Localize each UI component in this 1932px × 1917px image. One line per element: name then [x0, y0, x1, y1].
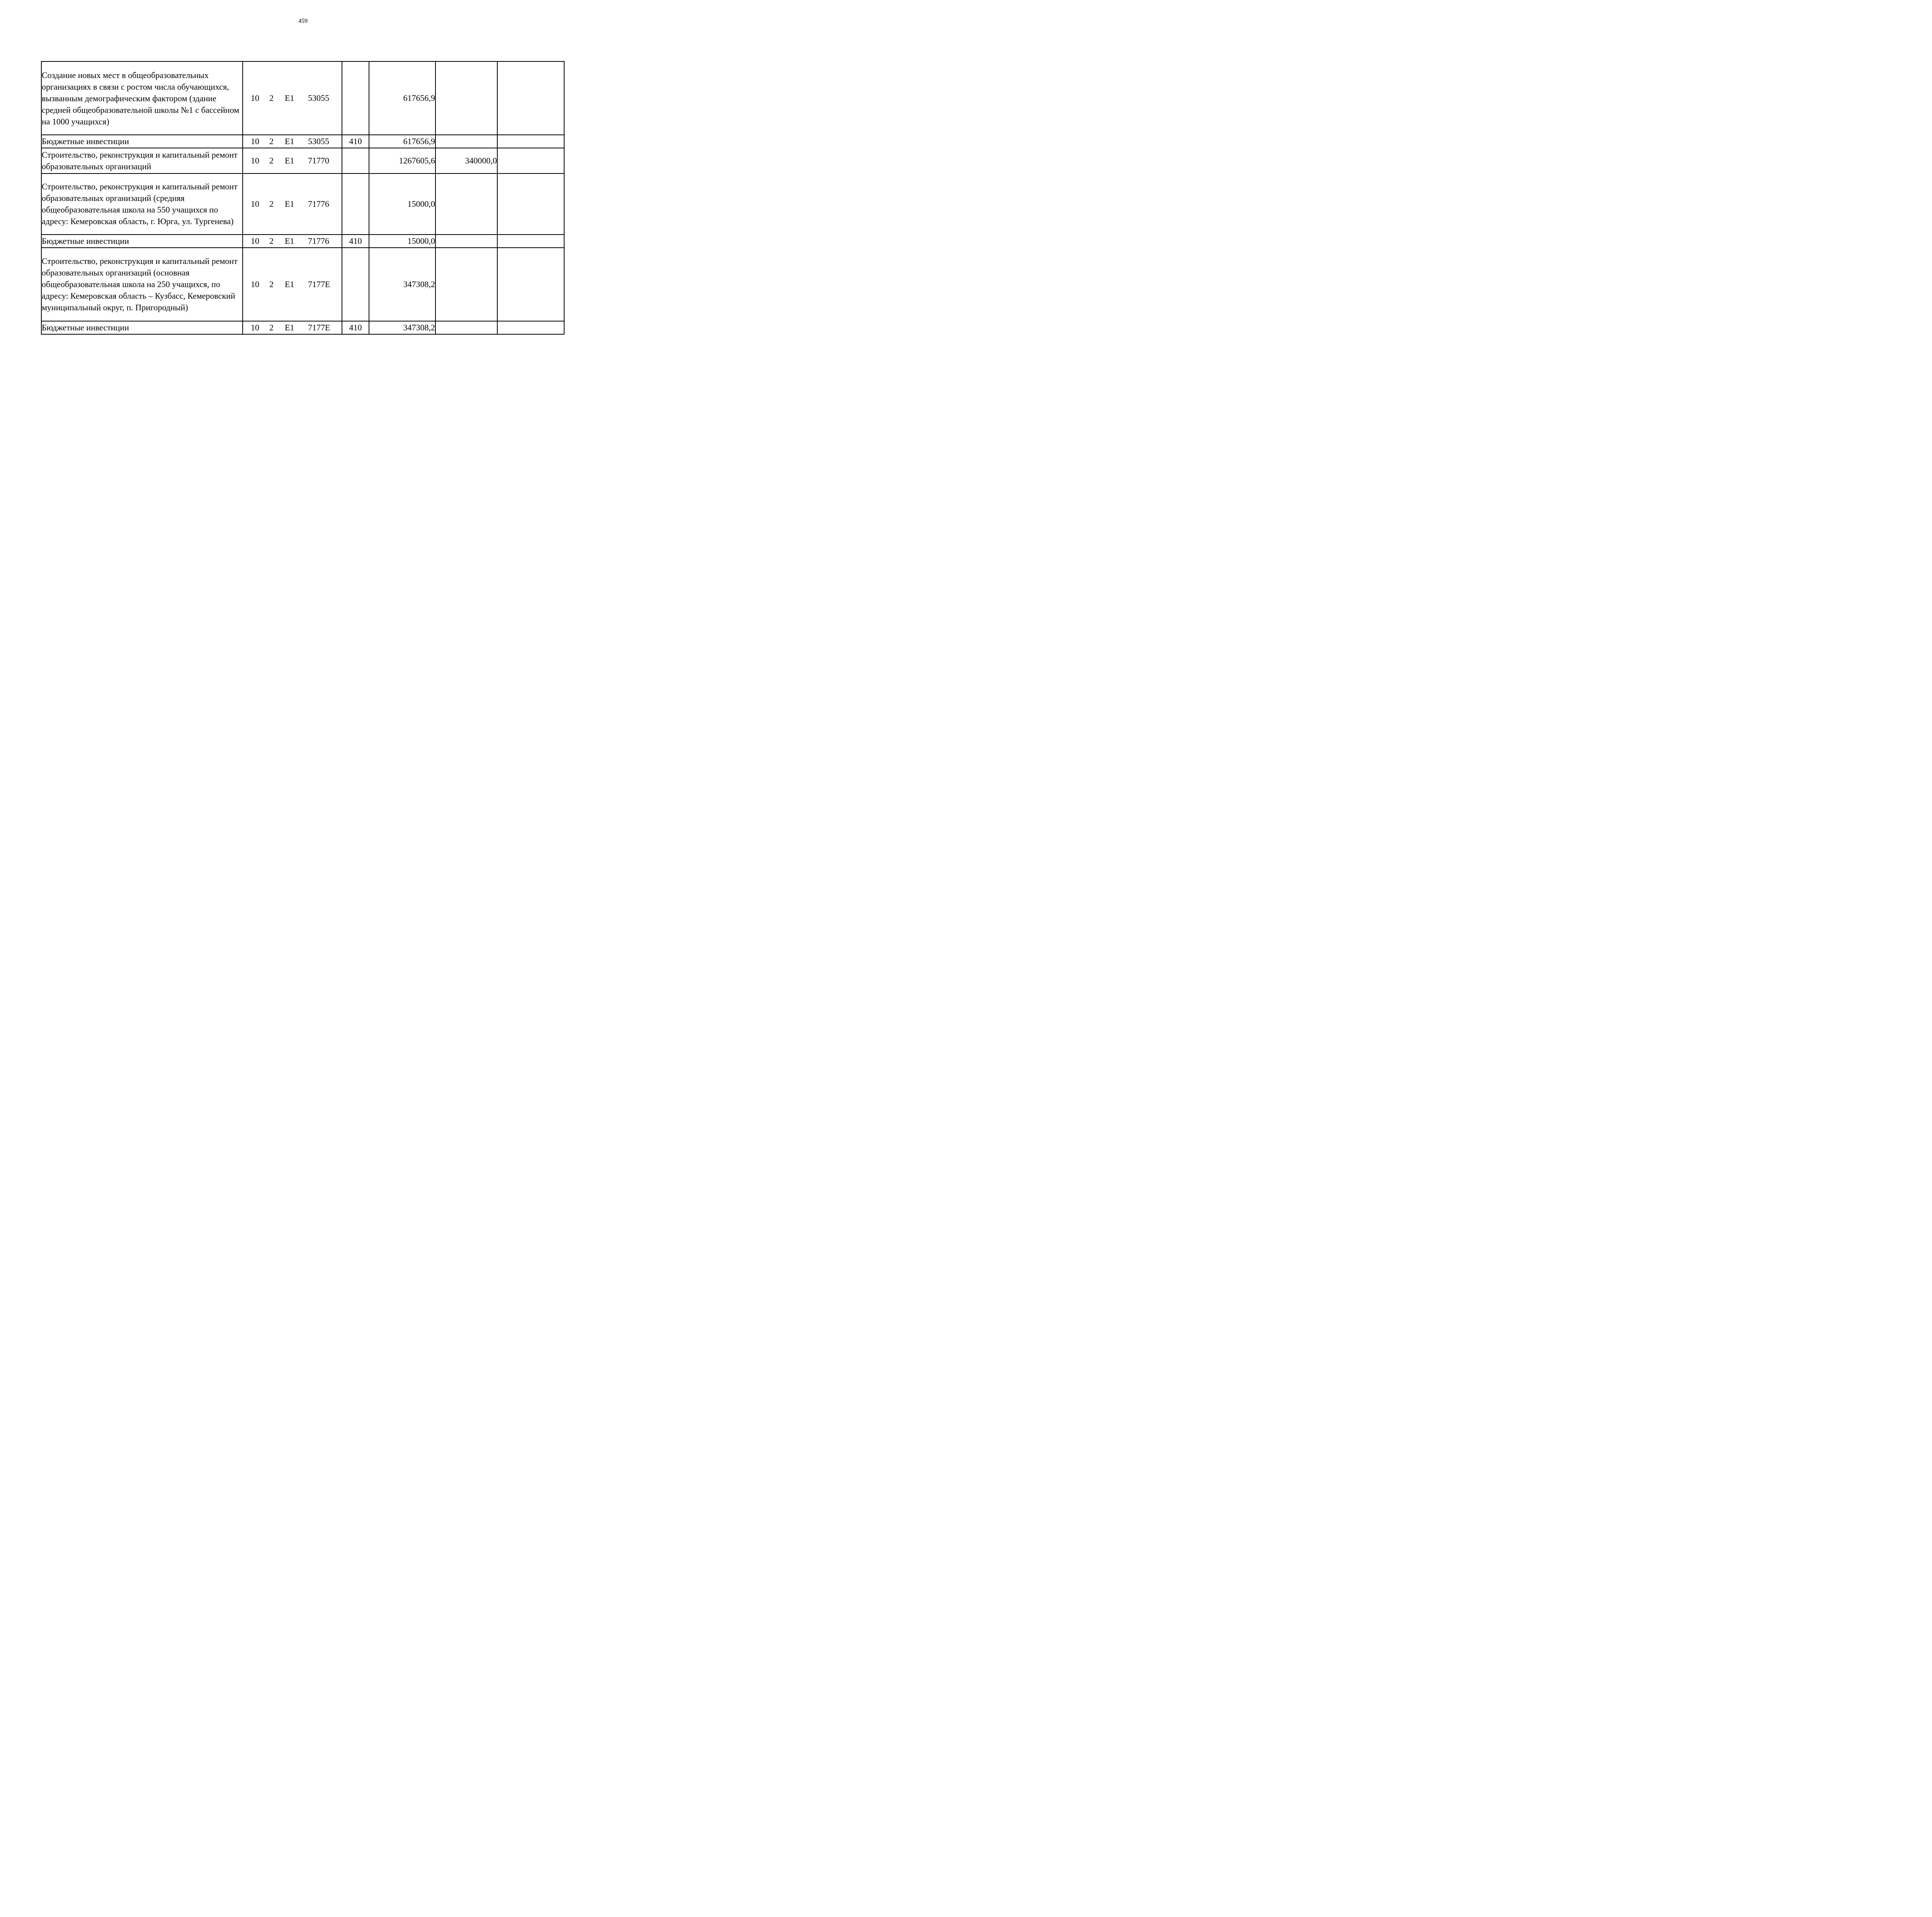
table-row: [41, 321, 564, 334]
direction-code: 53055: [308, 93, 329, 103]
expense-type-cell: 410: [342, 321, 369, 334]
subsection-code: 2: [269, 323, 274, 332]
direction-code: 71770: [308, 156, 329, 165]
section-code: 10: [251, 279, 259, 289]
amount-1-cell: 347308,2: [369, 321, 435, 334]
section-code: 10: [251, 236, 259, 246]
amount-2-cell: [435, 235, 497, 248]
direction-code: 53055: [308, 136, 329, 146]
amount-3-cell: [497, 235, 564, 248]
row-name: Строительство, реконструкция и капитальный ремонт образовательных организаций (средняя общеобразовательная школа на 550 учащихся по адресу: Кемеровская область, г. Юрга, ул. Тургенева): [41, 173, 243, 235]
row-codes: [243, 135, 342, 148]
subsection-code: 2: [269, 236, 274, 246]
amount-2-cell: [435, 248, 497, 321]
amount-1-cell: 15000,0: [369, 173, 435, 235]
table-row: [41, 148, 564, 173]
table-row: [41, 173, 564, 235]
amount-3-cell: [497, 248, 564, 321]
amount-2-cell: [435, 173, 497, 235]
expense-type-cell: [342, 148, 369, 173]
amount-2-cell: [435, 321, 497, 334]
subsection-code: 2: [269, 279, 274, 289]
amount-3-cell: [497, 148, 564, 173]
row-codes: [243, 61, 342, 135]
subsection-code: 2: [269, 93, 274, 103]
program-code: Е1: [285, 93, 294, 103]
amount-1-cell: 15000,0: [369, 235, 435, 248]
amount-3-cell: [497, 135, 564, 148]
section-code: 10: [251, 156, 259, 165]
section-code: 10: [251, 323, 259, 332]
table-row: [41, 61, 564, 135]
amount-2-cell: 340000,0: [435, 148, 497, 173]
amount-1-cell: 617656,9: [369, 61, 435, 135]
amount-1-cell: 1267605,6: [369, 148, 435, 173]
row-codes: [243, 321, 342, 334]
expense-type-cell: [342, 248, 369, 321]
program-code: Е1: [285, 279, 294, 289]
expense-type-cell: 410: [342, 235, 369, 248]
row-name: Бюджетные инвестиции: [41, 135, 243, 148]
expense-type-cell: [342, 173, 369, 235]
row-codes: [243, 248, 342, 321]
table-row: [41, 248, 564, 321]
row-name: Строительство, реконструкция и капитальный ремонт образовательных организаций: [41, 148, 243, 173]
row-name: Бюджетные инвестиции: [41, 235, 243, 248]
row-codes: [243, 235, 342, 248]
program-code: Е1: [285, 156, 294, 165]
subsection-code: 2: [269, 199, 274, 209]
direction-code: 71776: [308, 236, 329, 246]
amount-1-cell: 617656,9: [369, 135, 435, 148]
amount-3-cell: [497, 321, 564, 334]
direction-code: 7177Е: [308, 323, 330, 332]
amount-3-cell: [497, 61, 564, 135]
row-codes: [243, 173, 342, 235]
expense-type-cell: 410: [342, 135, 369, 148]
table-row: [41, 235, 564, 248]
budget-table: [41, 61, 565, 335]
subsection-code: 2: [269, 136, 274, 146]
row-name: Бюджетные инвестиции: [41, 321, 243, 334]
program-code: Е1: [285, 136, 294, 146]
table-row: [41, 135, 564, 148]
row-codes: [243, 148, 342, 173]
direction-code: 7177Е: [308, 279, 330, 289]
amount-1-cell: 347308,2: [369, 248, 435, 321]
page-number: 459: [298, 18, 308, 24]
expense-type-cell: [342, 61, 369, 135]
row-name: Создание новых мест в общеобразовательных организациях в связи с ростом числа обучающихся, вызванным демографическим фактором (здание средней общеобразовательной школы №1 с бассейном на 1000 учащихся): [41, 61, 243, 135]
amount-3-cell: [497, 173, 564, 235]
amount-2-cell: [435, 135, 497, 148]
direction-code: 71776: [308, 199, 329, 209]
subsection-code: 2: [269, 156, 274, 165]
program-code: Е1: [285, 323, 294, 332]
section-code: 10: [251, 93, 259, 103]
row-name: Строительство, реконструкция и капитальный ремонт образовательных организаций (основная общеобразовательная школа на 250 учащихся, по адресу: Кемеровская область – Кузбасс, Кемеровский муниципальный округ, п. Пригородный): [41, 248, 243, 321]
program-code: Е1: [285, 236, 294, 246]
program-code: Е1: [285, 199, 294, 209]
amount-2-cell: [435, 61, 497, 135]
section-code: 10: [251, 199, 259, 209]
section-code: 10: [251, 136, 259, 146]
